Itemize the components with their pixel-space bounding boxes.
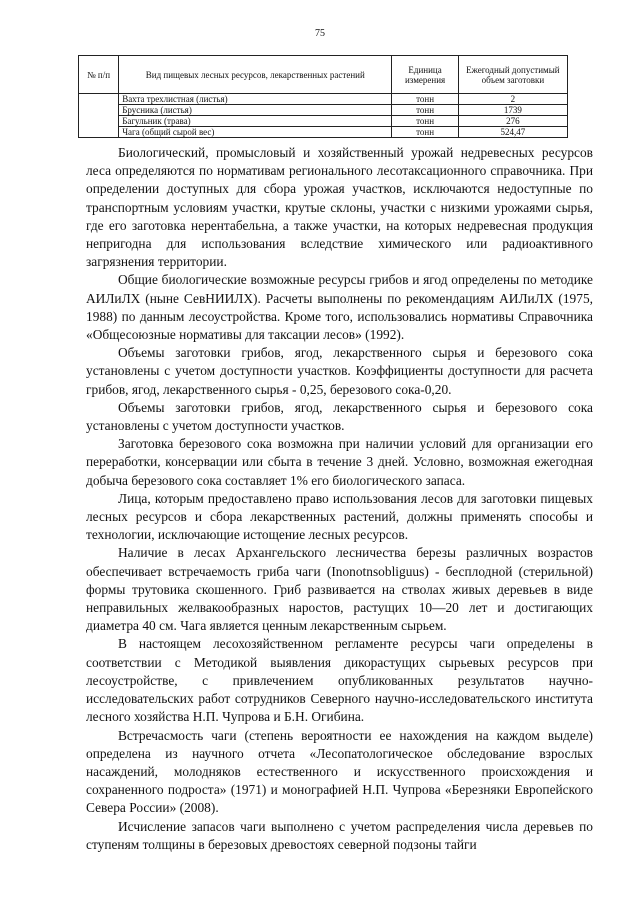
volume-cell: 1739 xyxy=(458,105,567,116)
page-number: 75 xyxy=(315,28,325,39)
unit-cell: тонн xyxy=(392,94,458,105)
paragraph: В настоящем лесохозяйственном регламенте ресурсы чаги определены в соответствии с Методикой выявления дикорастущих сырьевых ресурсов при лесоустройстве, с привлечением опубликованных результатов научно-исследовательских работ сотрудников Северного научно-исследовательского института лесного хозяйства Н.П. Чупрова и Б.Н. Огибина. xyxy=(86,636,593,725)
paragraph: Биологический, промысловый и хозяйственный урожай недревесных ресурсов леса определяются по нормативам регионального лесотаксационного справочника. При определении доступных для сбора урожая участков, исключаются недоступные по транспортным условиям участки, крутые склоны, участки с низкими урожаями сырья, где его заготовка нерентабельна, а также участки, на которых недревесная продукция непригодна для использования вследствие химического или радиоактивного загрязнения территории. xyxy=(86,145,593,270)
table-header-row xyxy=(79,56,568,94)
header-resource-type: Вид пищевых лесных ресурсов, лекарственных растений xyxy=(119,56,392,94)
paragraph: Исчисление запасов чаги выполнено с учетом распределения числа деревьев по ступеням толщины в березовых древостоях северной подзоны тайги xyxy=(86,818,593,852)
resource-name-cell: Багульник (трава) xyxy=(119,116,392,127)
row-number-cell xyxy=(79,94,119,138)
header-number: № п/п xyxy=(79,56,119,94)
table-row xyxy=(79,105,568,116)
resource-name-cell: Вахта трехлистная (листья) xyxy=(119,94,392,105)
volume-cell: 524,47 xyxy=(458,127,567,138)
volume-cell: 276 xyxy=(458,116,567,127)
paragraph: Объемы заготовки грибов, ягод, лекарственного сырья и березового сока установлены с учетом доступности участков. xyxy=(86,399,593,434)
paragraph: Лица, которым предоставлено право использования лесов для заготовки пищевых лесных ресурсов и сбора лекарственных растений, должны применять способы и технологии, исключающие истощение лесных ресурсов. xyxy=(86,490,593,543)
paragraph: Встречасмость чаги (степень вероятности ее нахождения на каждом выделе) определена из научного отчета «Лесопатологическое обследование взрослых насаждений, молодняков естественного и искусственного происхождения и сохраненного подроста» (1971) и монографией Н.П. Чупрова «Березняки Европейского Севера России» (2008). xyxy=(86,727,593,816)
header-annual-volume: Ежегодный допустимый объем заготовки xyxy=(458,56,567,94)
unit-cell: тонн xyxy=(392,105,458,116)
table-row xyxy=(79,94,568,105)
resource-name-cell: Брусника (листья) xyxy=(119,105,392,116)
unit-cell: тонн xyxy=(392,116,458,127)
paragraph: Заготовка березового сока возможна при наличии условий для организации его переработки, консервации или сбыта в течение 3 дней. Условно, возможная ежегодная добыча березового сока составляет 1% его биологического запаса. xyxy=(86,436,593,488)
paragraph: Наличие в лесах Архангельского лесничества березы различных возрастов обеспечивает встречаемость гриба чаги (Inonotnsobliguus) - бесплодной (стерильной) формы трутовика скошенного. Гриб развивается на стволах живых деревьев в виде неправильных желвакообразных наростов, растущих 10—20 лет и достигающих диаметра 40 см. Чага является ценным лекарственным сырьем. xyxy=(86,545,593,634)
paragraph: Объемы заготовки грибов, ягод, лекарственного сырья и березового сока установлены с учетом доступности участков. Коэффициенты доступности для расчета грибов, ягод, лекарственного сырья - 0,25, березового сока-0,20. xyxy=(86,345,593,397)
unit-cell: тонн xyxy=(392,127,458,138)
table-row xyxy=(79,127,568,138)
body-text xyxy=(86,144,593,854)
header-unit: Единица измерения xyxy=(392,56,458,94)
forest-resources-table xyxy=(78,55,568,138)
resource-name-cell: Чага (общий сырой вес) xyxy=(119,127,392,138)
table-row xyxy=(79,116,568,127)
volume-cell: 2 xyxy=(458,94,567,105)
paragraph: Общие биологические возможные ресурсы грибов и ягод определены по методике АИЛиЛХ (ныне СевНИИЛХ). Расчеты выполнены по рекомендациям АИЛиЛХ (1975, 1988) по данным лесоустройства. Кроме того, использовались нормативы Справочника «Общесоюзные нормативы для таксации лесов» (1992). xyxy=(86,272,593,343)
